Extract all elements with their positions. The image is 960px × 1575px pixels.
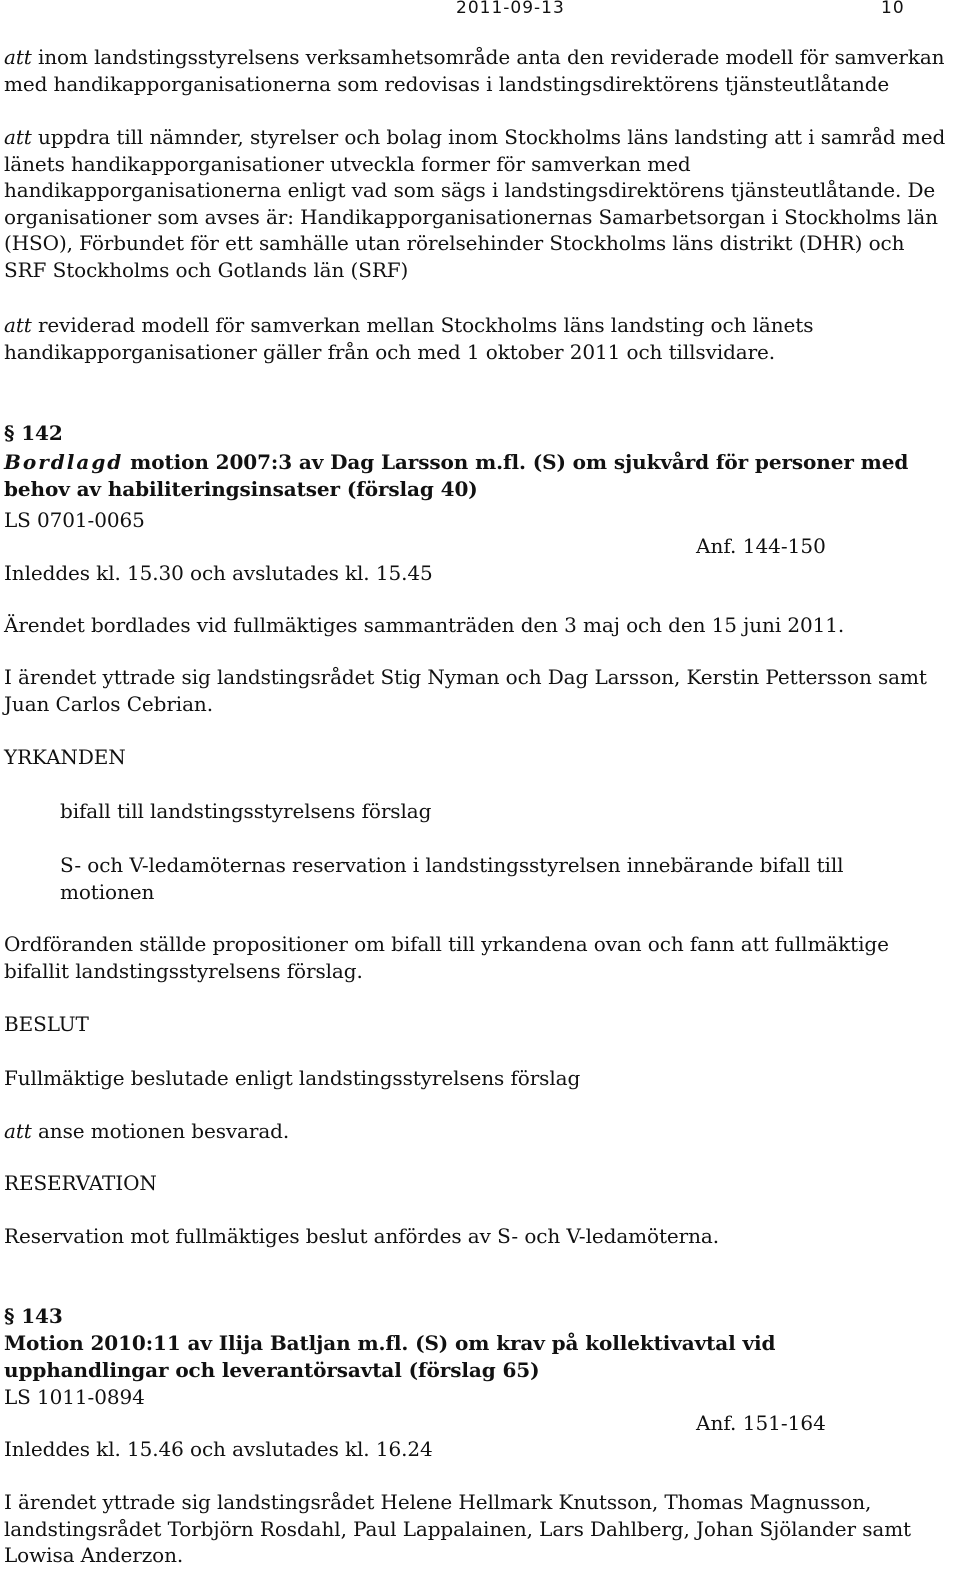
beslut-text: Fullmäktige beslutade enligt landstingsstyrelsens förslag [4,1066,581,1090]
reservation-text: Reservation mot fullmäktiges beslut anfördes av S- och V-ledamöterna. [4,1224,719,1248]
att-text: anse motionen besvarad. [31,1119,290,1143]
yrkande-number [4,798,60,825]
yrkande-number [4,852,60,879]
section-title-143: Motion 2010:11 av Ilija Batljan m.fl. (S) om krav på kollektivavtal vid upphandlingar och leverantörsavtal (förslag 65) [4,1331,776,1382]
att-label: att [4,125,32,149]
att-label: att [4,313,32,337]
propositioner-text: Ordföranden ställde propositioner om bifall till yrkandena ovan och fann att fullmäktige bifallit landstingsstyrelsens förslag. [4,932,889,983]
beslut-heading: BESLUT [4,1012,89,1036]
bordlagd-label: Bordlagd [4,450,124,474]
paragraph-att-1 [4,44,950,97]
bordlades-text: Ärendet bordlades vid fullmäktiges sammanträden den 3 maj och den 15 juni 2011. [4,613,845,637]
reservation-heading: RESERVATION [4,1171,157,1195]
time-142: Inleddes kl. 15.30 och avslutades kl. 15.45 [4,561,433,585]
header-date: 2011-09-13 [456,0,565,18]
time-143: Inleddes kl. 15.46 och avslutades kl. 16.24 [4,1437,433,1461]
section-number-142: § 142 [4,421,63,445]
anf-143: Anf. 151-164 [696,1411,826,1435]
yrkande-item [4,798,960,825]
page-header [4,0,954,22]
yrkande-item [4,852,940,905]
beslut-att [4,1118,950,1145]
yrkande-text: bifall till landstingsstyrelsens förslag [60,799,432,823]
paragraph-att-3 [4,312,950,365]
page-number: 10 [881,0,905,18]
section-number-143: § 143 [4,1304,63,1328]
case-number-143: LS 1011-0894 [4,1385,145,1409]
anf-142: Anf. 144-150 [696,534,826,558]
case-number-142: LS 0701-0065 [4,508,145,532]
paragraph-text: inom landstingsstyrelsens verksamhetsområde anta den reviderade modell för samverkan med handikapporganisationerna som redovisas i landstingsdirektörens tjänsteutlåtande [4,45,945,96]
att-label: att [4,45,32,69]
paragraph-att-2 [4,124,950,283]
yrkande-text: S- och V-ledamöternas reservation i landstingsstyrelsen innebärande bifall till motionen [60,853,844,904]
title-text: motion 2007:3 av Dag Larsson m.fl. (S) om sjukvård för personer med behov av habiliteringsinsatser (förslag 40) [4,450,909,501]
speakers-142: I ärendet yttrade sig landstingsrådet Stig Nyman och Dag Larsson, Kerstin Pettersson samt Juan Carlos Cebrian. [4,665,927,716]
paragraph-text: reviderad modell för samverkan mellan Stockholms läns landsting och länets handikapporganisationer gäller från och med 1 oktober 2011 och tillsvidare. [4,313,814,364]
section-title-142 [4,449,934,502]
att-label: att [4,1119,32,1143]
paragraph-text: uppdra till nämnder, styrelser och bolag inom Stockholms läns landsting att i samråd med länets handikapporganisationer utveckla former för samverkan med handikapporganisationerna enligt vad som sägs i landstingsdirektörens tjänsteutlåtande. De organisationer som avses är: Handikapporganisationernas Samarbetsorgan i Stockholms län (HSO), Förbundet för ett samhälle utan rörelsehinder Stockholms läns distrikt (DHR) och SRF Stockholms och Gotlands län (SRF) [4,125,946,282]
yrkanden-heading: YRKANDEN [4,745,126,769]
speakers-143: I ärendet yttrade sig landstingsrådet Helene Hellmark Knutsson, Thomas Magnusson, landstingsrådet Torbjörn Rosdahl, Paul Lappalainen, Lars Dahlberg, Johan Sjölander samt Lowisa Anderzon. [4,1490,911,1567]
